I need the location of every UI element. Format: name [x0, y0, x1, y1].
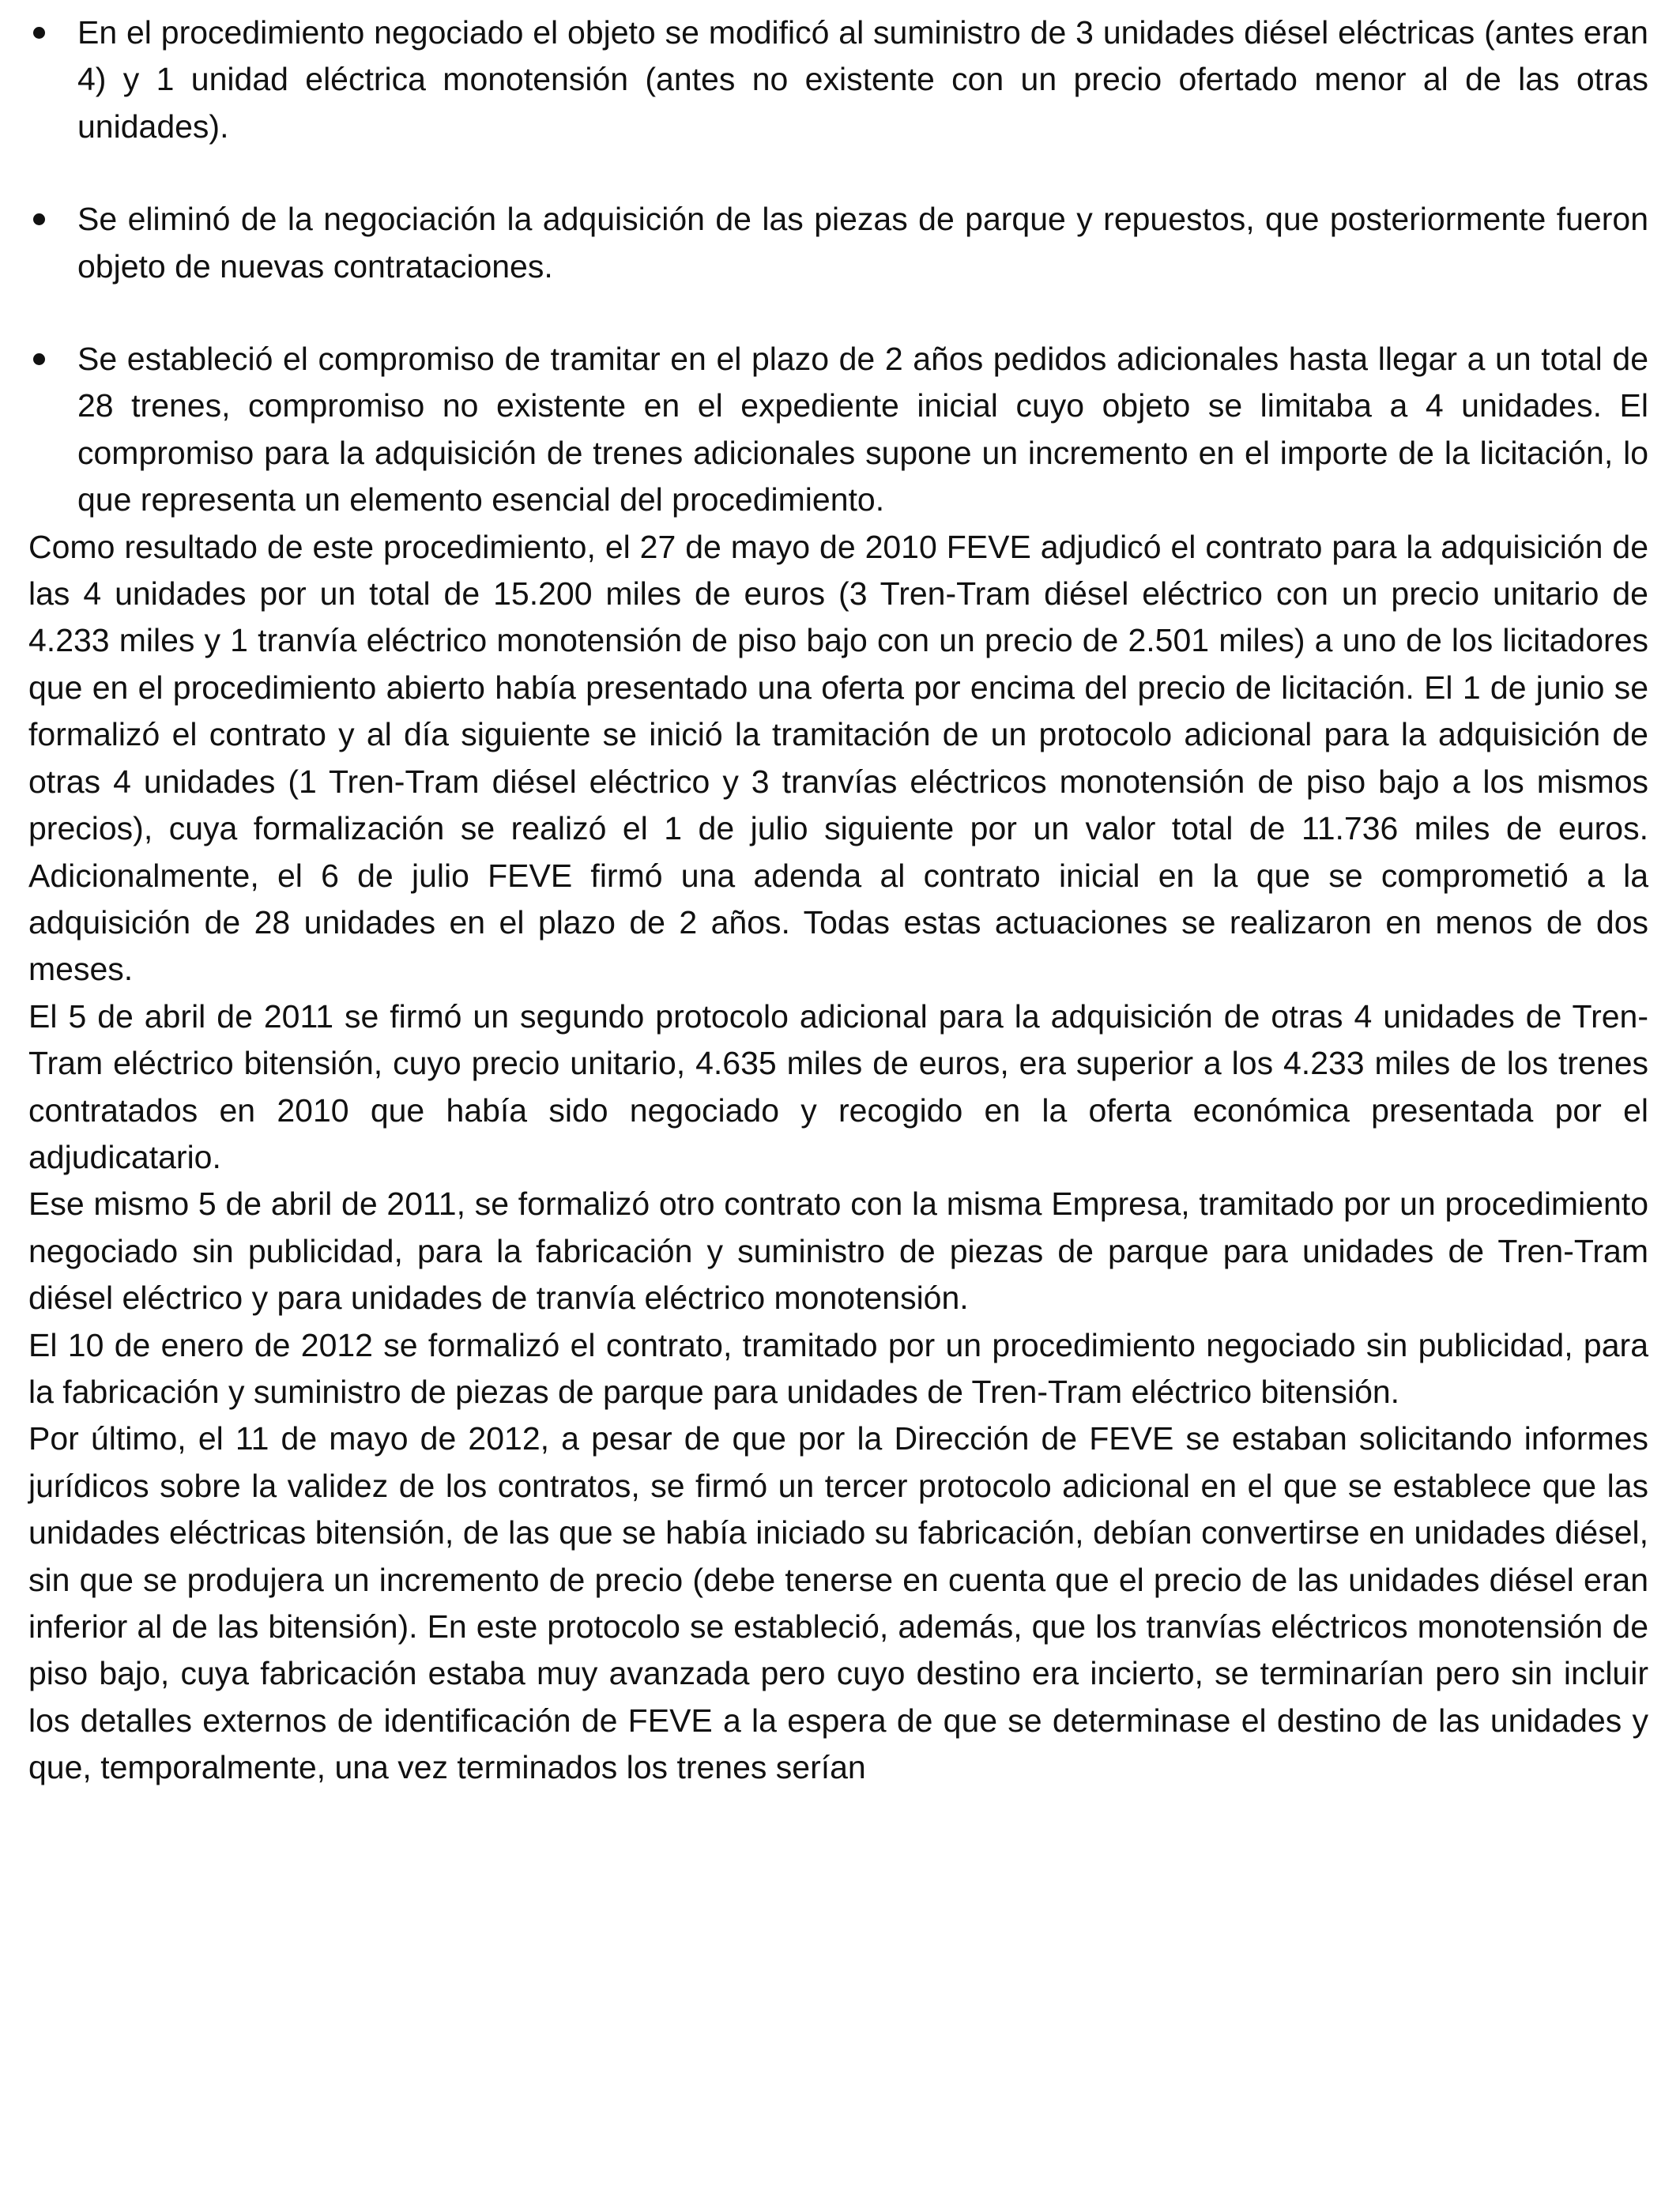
paragraph-contrato-piezas-2012: El 10 de enero de 2012 se formalizó el contrato, tramitado por un procedimiento negociado sin publicidad, para la fabricación y suministro de piezas de parque para unidades de Tren-Tram eléctrico bitensión. — [28, 1326, 1648, 1410]
bullet-icon — [33, 213, 45, 225]
bullet-icon — [33, 27, 45, 39]
paragraph-segundo-protocolo: El 5 de abril de 2011 se firmó un segundo protocolo adicional para la adquisición de otras 4 unidades de Tren-Tram eléctrico bitensión, cuyo precio unitario, 4.635 miles de euros, era superior a los 4.233 miles de los trenes contratados en 2010 que había sido negociado y recogido en la oferta económica presentada por el adjudicatario. — [28, 997, 1648, 1175]
bullet-list — [28, 9, 1648, 524]
bullet-item — [28, 9, 1648, 150]
paragraph-contrato-piezas-2011: Ese mismo 5 de abril de 2011, se formalizó otro contrato con la misma Empresa, tramitado por un procedimiento negociado sin publicidad, para la fabricación y suministro de piezas de parque para unidades de Tren-Tram diésel eléctrico y para unidades de tranvía eléctrico monotensión. — [28, 1186, 1648, 1317]
bullet-text: Se estableció el compromiso de tramitar en el plazo de 2 años pedidos adicionales hasta llegar a un total de 28 trenes, compromiso no existente en el expediente inicial cuyo objeto se limitaba a 4 unidades. El compromiso para la adquisición de trenes adicionales supone un incremento en el importe de la licitación, lo que representa un elemento esencial del procedimiento. — [77, 341, 1648, 518]
document-page — [28, 9, 1648, 1792]
bullet-icon — [33, 353, 45, 365]
bullet-text: Se eliminó de la negociación la adquisición de las piezas de parque y repuestos, que posteriormente fueron objeto de nuevas contrataciones. — [77, 201, 1648, 285]
paragraph-tercer-protocolo: Por último, el 11 de mayo de 2012, a pesar de que por la Dirección de FEVE se estaban solicitando informes jurídicos sobre la validez de los contratos, se firmó un tercer protocolo adicional en el que se establece que las unidades eléctricas bitensión, de las que se había iniciado su fabricación, debían convertirse en unidades diésel, sin que se produjera un incremento de precio (debe tenerse en cuenta que el precio de las unidades diésel eran inferior al de las bitensión). En este protocolo se estableció, además, que los tranvías eléctricos monotensión de piso bajo, cuya fabricación estaba muy avanzada pero cuyo destino era incierto, se terminarían pero sin incluir los detalles externos de identificación de FEVE a la espera de que se determinase el destino de las unidades y que, temporalmente, una vez terminados los trenes serían — [28, 1420, 1648, 1786]
bullet-item — [28, 196, 1648, 290]
bullet-item — [28, 336, 1648, 524]
bullet-text: En el procedimiento negociado el objeto se modificó al suministro de 3 unidades diésel eléctricas (antes eran 4) y 1 unidad eléctrica monotensión (antes no existente con un precio ofertado menor al de las otras unidades). — [77, 14, 1648, 145]
paragraph-adjudicacion: Como resultado de este procedimiento, el 27 de mayo de 2010 FEVE adjudicó el contrato para la adquisición de las 4 unidades por un total de 15.200 miles de euros (3 Tren-Tram diésel eléctrico con un precio unitario de 4.233 miles y 1 tranvía eléctrico monotensión de piso bajo con un precio de 2.501 miles) a uno de los licitadores que en el procedimiento abierto había presentado una oferta por encima del precio de licitación. El 1 de junio se formalizó el contrato y al día siguiente se inició la tramitación de un protocolo adicional para la adquisición de otras 4 unidades (1 Tren-Tram diésel eléctrico y 3 tranvías eléctricos monotensión de piso bajo a los mismos precios), cuya formalización se realizó el 1 de julio siguiente por un valor total de 11.736 miles de euros. Adicionalmente, el 6 de julio FEVE firmó una adenda al contrato inicial en la que se comprometió a la adquisición de 28 unidades en el plazo de 2 años. Todas estas actuaciones se realizaron en menos de dos meses. — [28, 528, 1648, 988]
